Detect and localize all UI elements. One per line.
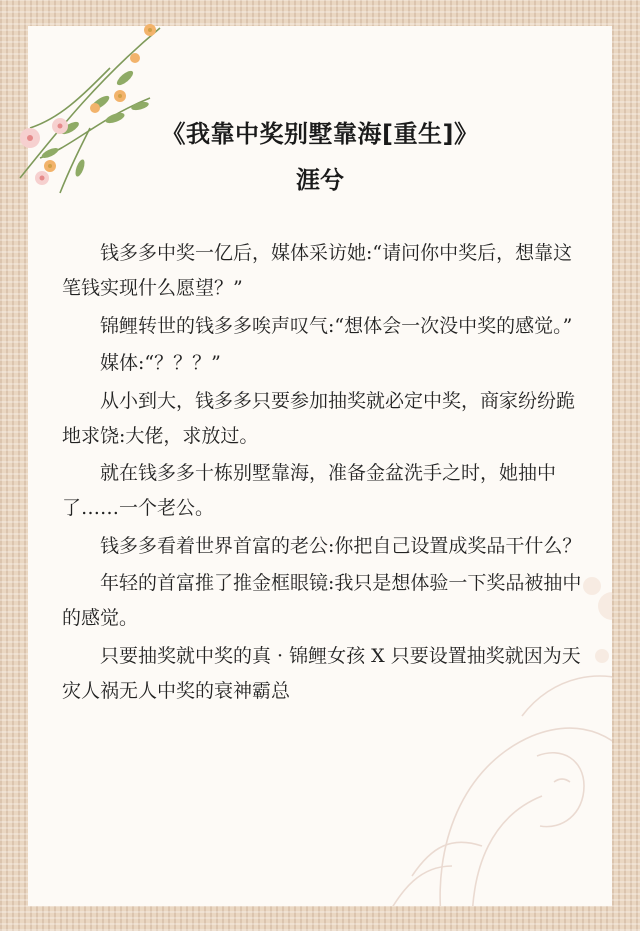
- paragraph: 就在钱多多十栋别墅靠海，准备金盆洗手之时，她抽中了……一个老公。: [62, 462, 557, 519]
- book-title: 《我靠中奖别墅靠海[重生]》: [161, 120, 479, 148]
- paragraph: 钱多多中奖一亿后，媒体采访她:“请问你中奖后，想靠这笔钱实现什么愿望？”: [62, 242, 573, 299]
- paragraph: 钱多多看着世界首富的老公:你把自己设置成奖品干什么？: [100, 534, 582, 557]
- paragraph: 锦鲤转世的钱多多唉声叹气:“想体会一次没中奖的感觉。”: [100, 314, 573, 337]
- paragraph: 媒体:“？？？”: [100, 352, 221, 374]
- paragraph: 从小到大，钱多多只要参加抽奖就必定中奖，商家纷纷跪地求饶:大佬，求放过。: [62, 389, 576, 447]
- paragraph: 只要抽奖就中奖的真 · 锦鲤女孩 X 只要设置抽奖就因为天灾人祸无人中奖的衰神霸总: [62, 644, 581, 702]
- author-name: 涯兮: [296, 166, 344, 194]
- paragraph: 年轻的首富推了推金框眼镜:我只是想体验一下奖品被抽中的感觉。: [62, 572, 582, 629]
- synopsis-body: [62, 236, 590, 711]
